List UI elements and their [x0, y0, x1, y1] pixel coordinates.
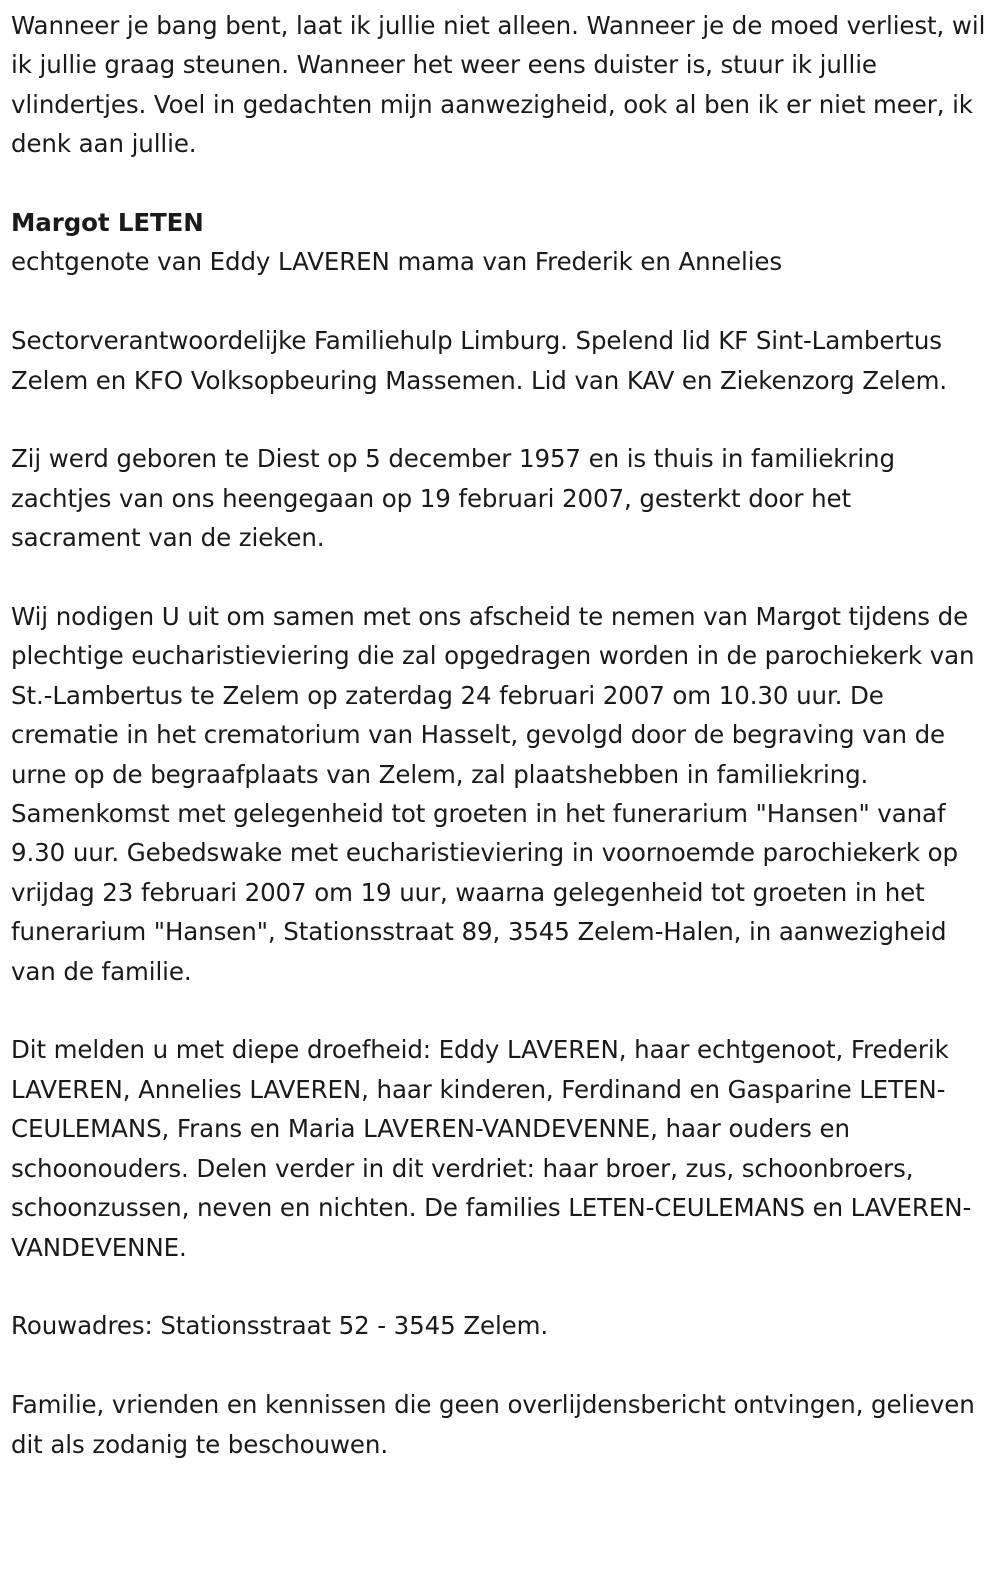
- announcement-paragraph: Dit melden u met diepe droefheid: Eddy LAVEREN, haar echtgenoot, Frederik LAVEREN, Annelies LAVEREN, haar kinderen, Ferdinand en Gasparine LETEN-CEULEMANS, Frans en Maria LAVEREN-VANDEVENNE, haar ouders en schoonouders. Delen verder in dit verdriet: haar broer, zus, schoonbroers, schoonzussen, neven en nichten. De families LETEN-CEULEMANS en LAVEREN-VANDEVENNE.: [11, 1035, 972, 1262]
- poem-paragraph: Wanneer je bang bent, laat ik jullie niet alleen. Wanneer je de moed verliest, wil ik jullie graag steunen. Wanneer het weer eens duister is, stuur ik jullie vlindertjes. Voel in gedachten mijn aanwezigheid, ook al ben ik er niet meer, ik denk aan jullie.: [11, 11, 986, 159]
- closing-paragraph: Familie, vrienden en kennissen die geen overlijdensbericht ontvingen, gelieven dit als zodanig te beschouwen.: [11, 1390, 975, 1459]
- birth-death-paragraph: Zij werd geboren te Diest op 5 december 1957 en is thuis in familiekring zachtjes van ons heengegaan op 19 februari 2007, gesterkt door het sacrament van de zieken.: [11, 444, 895, 553]
- paragraph-gap: [11, 164, 988, 203]
- paragraph-gap: [11, 1267, 988, 1306]
- occupation-paragraph: Sectorverantwoordelijke Familiehulp Limburg. Spelend lid KF Sint-Lambertus Zelem en KFO Volksopbeuring Massemen. Lid van KAV en Ziekenzorg Zelem.: [11, 326, 948, 395]
- deceased-name: Margot LETEN: [11, 208, 204, 238]
- paragraph-gap: [11, 282, 988, 321]
- mourning-address: Rouwadres: Stationsstraat 52 - 3545 Zelem.: [11, 1311, 549, 1341]
- relation-line: echtgenote van Eddy LAVEREN mama van Frederik en Annelies: [11, 247, 783, 277]
- paragraph-gap: [11, 400, 988, 439]
- paragraph-gap: [11, 558, 988, 597]
- paragraph-gap: [11, 1346, 988, 1385]
- invitation-paragraph: Wij nodigen U uit om samen met ons afscheid te nemen van Margot tijdens de plechtige eucharistieviering die zal opgedragen worden in de parochiekerk van St.-Lambertus te Zelem op zaterdag 24 februari 2007 om 10.30 uur. De crematie in het crematorium van Hasselt, gevolgd door de begraving van de urne op de begraafplaats van Zelem, zal plaatshebben in familiekring. Samenkomst met gelegenheid tot groeten in het funerarium "Hansen" vanaf 9.30 uur. Gebedswake met eucharistieviering in voornoemde parochiekerk op vrijdag 23 februari 2007 om 19 uur, waarna gelegenheid tot groeten in het funerarium "Hansen", Stationsstraat 89, 3545 Zelem-Halen, in aanwezigheid van de familie.: [11, 602, 975, 986]
- paragraph-gap: [11, 991, 988, 1030]
